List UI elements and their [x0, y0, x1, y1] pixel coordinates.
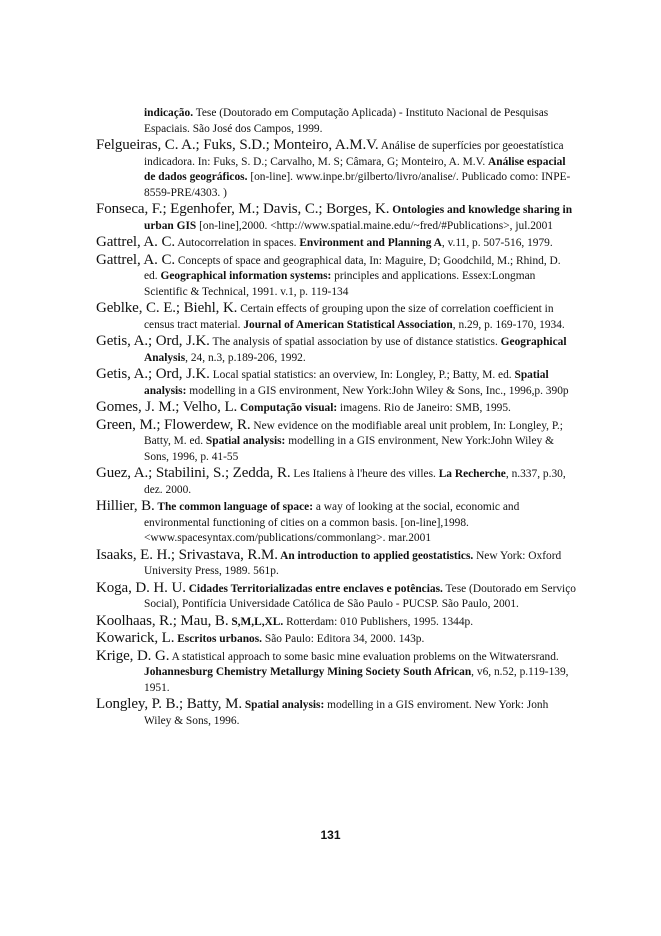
reference-entry — [96, 697, 576, 729]
reference-text: imagens. Rio de Janeiro: SMB, 1995. — [337, 402, 511, 414]
reference-title: Cidades Territorializadas entre enclaves e potências. — [185, 582, 443, 595]
reference-text: modelling in a GIS environment, New York:John Wiley & Sons, Inc., 1996,p. 390p — [186, 384, 569, 397]
reference-text: Rotterdam: 010 Publishers, 1995. 1344p. — [283, 615, 474, 628]
reference-entry — [96, 202, 576, 234]
reference-text: Autocorrelation in spaces. — [175, 237, 300, 249]
reference-text: A statistical approach to some basic mine evaluation problems on the Witwatersrand. — [169, 650, 559, 663]
reference-text: Les Italiens à l'heure des villes. — [290, 468, 439, 480]
reference-title: Análise espacial de dados geográficos. — [144, 155, 566, 183]
reference-entry — [96, 581, 576, 613]
reference-title: The common language of space: — [154, 501, 314, 513]
reference-author: Krige, D. G. — [96, 647, 170, 664]
reference-text: São Paulo: Editora 34, 2000. 143p. — [262, 633, 425, 645]
reference-text: , v.11, p. 507-516, 1979. — [441, 237, 553, 249]
reference-text: modelling in a GIS enviroment. New York: Jonh Wiley & Sons, 1996. — [144, 699, 549, 727]
reference-text: The analysis of spatial association by use of distance statistics. — [209, 336, 501, 348]
reference-title: La Recherche — [438, 468, 506, 480]
reference-text: [on-line],2000. <http://www.spatial.maine.edu/~fred/#Publications>, jul.2001 — [196, 219, 554, 232]
reference-entry — [96, 466, 576, 498]
reference-text: Tese (Doutorado em Computação Aplicada) - Instituto Nacional de Pesquisas Espaciais. São José dos Campos, 1999. — [144, 107, 549, 135]
reference-title: Spatial analysis: — [144, 369, 549, 397]
reference-author: Felgueiras, C. A.; Fuks, S.D.; Monteiro, A.M.V. — [96, 137, 379, 153]
reference-text: [on-line]. www.inpe.br/gilberto/livro/analise/. Publicado como: INPE-8559-PRE/4303. ) — [144, 171, 571, 199]
reference-author: Koolhaas, R.; Mau, B. — [96, 612, 229, 629]
reference-text: , n.29, p. 169-170, 1934. — [452, 318, 565, 331]
reference-title: Johannesburg Chemistry Metallurgy Mining Society South African — [144, 666, 472, 678]
reference-title: S,M,L,XL. — [228, 615, 284, 628]
reference-entry — [96, 649, 576, 697]
reference-text: a way of looking at the social, economic and environmental functioning of cities on a common basis. [on-line],1998. <www.spacesyntax.com/publications/commonlang>. mar.2001 — [144, 501, 520, 544]
reference-entry — [96, 334, 576, 366]
reference-text: principles and applications. Essex:Longman Scientific & Technical, 1991. v.1, p. 119-134 — [144, 270, 536, 298]
reference-title: Computação visual: — [237, 402, 338, 414]
reference-text: Local spatial statistics: an overview, In: Longley, P.; Batty, M. ed. — [209, 369, 515, 381]
reference-text: modelling in a GIS environment, New York:John Wiley & Sons, 1996, p. 41-55 — [144, 435, 554, 463]
reference-author: Guez, A.; Stabilini, S.; Zedda, R. — [96, 465, 291, 481]
reference-author: Hillier, B. — [96, 498, 155, 514]
reference-text: , 24, n.3, p.189-206, 1992. — [185, 351, 306, 364]
reference-author: Green, M.; Flowerdew, R. — [96, 416, 251, 433]
reference-author: Kowarick, L. — [96, 630, 175, 646]
reference-text: New York: Oxford University Press, 1989. 561p. — [144, 549, 562, 577]
reference-entry — [96, 235, 576, 252]
reference-entry — [96, 253, 576, 301]
reference-title: Geographical Analysis — [144, 336, 567, 364]
reference-entry — [96, 106, 576, 137]
reference-text: Tese (Doutorado em Serviço Social), Pontifícia Universidade Católica de São Paulo - PUCSP. São Paulo, 2001. — [144, 582, 576, 610]
reference-entry — [96, 301, 576, 333]
reference-entry — [96, 548, 576, 580]
reference-title: Journal of American Statistical Association — [243, 318, 453, 331]
reference-entry — [96, 367, 576, 399]
reference-author: Longley, P. B.; Batty, M. — [96, 696, 242, 712]
reference-title: An introduction to applied geostatistics. — [277, 549, 474, 562]
reference-author: Gattrel, A. C. — [96, 251, 176, 268]
reference-title: Escritos urbanos. — [174, 633, 263, 645]
reference-entry — [96, 614, 576, 631]
reference-text: , n.337, p.30, dez. 2000. — [144, 468, 566, 496]
reference-entry — [96, 138, 576, 201]
reference-text: , v6, n.52, p.119-139, 1951. — [144, 666, 569, 694]
reference-author: Gomes, J. M.; Velho, L. — [96, 399, 238, 415]
reference-author: Getis, A.; Ord, J.K. — [96, 366, 210, 382]
page-number: 131 — [320, 828, 341, 842]
reference-title: indicação. — [144, 107, 194, 119]
reference-entry — [96, 418, 576, 466]
reference-title: Spatial analysis: — [241, 699, 325, 711]
reference-title: Environment and Planning A — [299, 237, 442, 249]
reference-list — [96, 106, 576, 730]
reference-title: Spatial analysis: — [205, 435, 286, 447]
reference-text: New evidence on the modifiable areal unit problem, In: Longley, P.; Batty, M. ed. — [144, 419, 563, 447]
reference-text: Certain effects of grouping upon the size of correlation coefficient in census tract material. — [144, 303, 554, 331]
reference-author: Getis, A.; Ord, J.K. — [96, 333, 210, 349]
reference-text: Análise de superfícies por geoestatística indicadora. In: Fuks, S. D.; Carvalho, M. S; Câmara, G; Monteiro, A. M.V. — [144, 140, 564, 168]
reference-text: Concepts of space and geographical data, In: Maguire, D; Goodchild, M.; Rhind, D. ed. — [144, 254, 561, 282]
reference-title: Ontologies and knowledge sharing in urban GIS — [144, 204, 573, 232]
reference-author: Isaaks, E. H.; Srivastava, R.M. — [96, 546, 278, 563]
reference-entry — [96, 400, 576, 417]
reference-title: Geographical information systems: — [160, 270, 332, 282]
reference-entry — [96, 631, 576, 648]
reference-author: Gattrel, A. C. — [96, 234, 176, 250]
reference-entry — [96, 499, 576, 547]
reference-author: Geblke, C. E.; Biehl, K. — [96, 300, 238, 316]
reference-author: Koga, D. H. U. — [96, 579, 186, 596]
reference-author: Fonseca, F.; Egenhofer, M.; Davis, C.; Borges, K. — [96, 201, 390, 217]
